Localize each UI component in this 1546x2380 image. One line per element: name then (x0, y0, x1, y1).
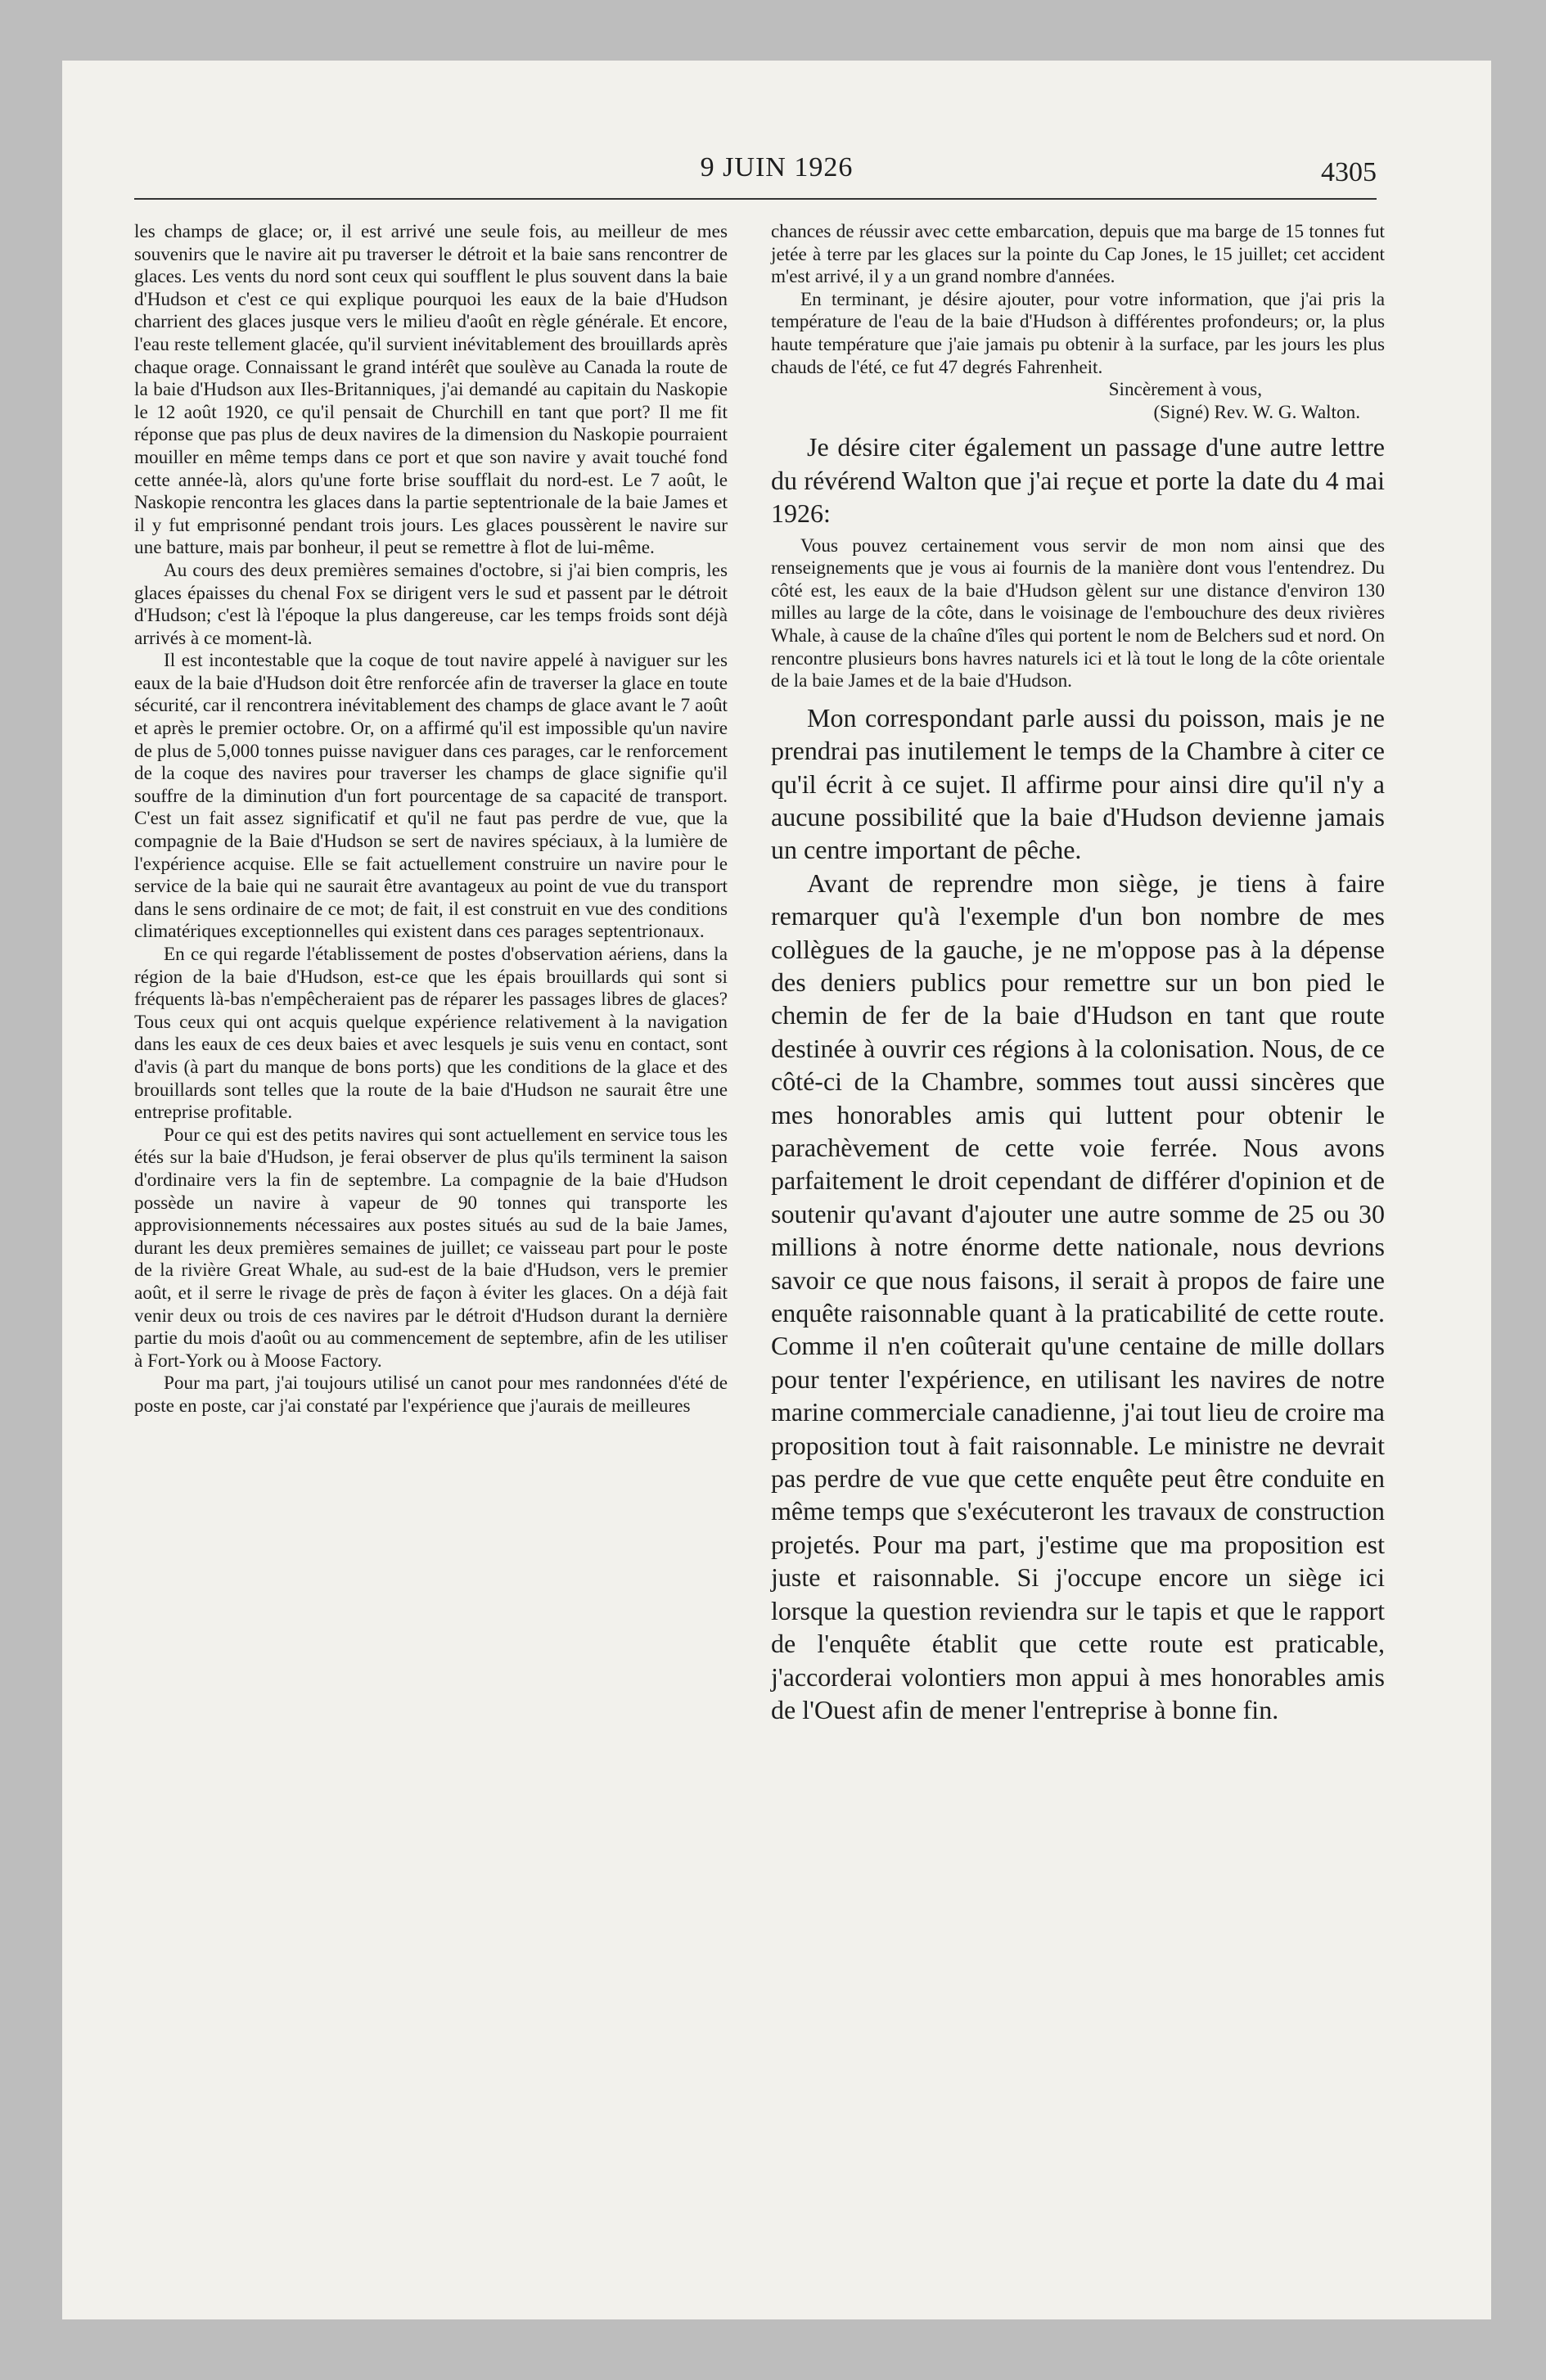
paragraph: chances de réussir avec cette embarcation, depuis que ma barge de 15 tonnes fut jetée à terre par les glaces sur la pointe du Cap Jones, le 15 juillet; cet accident m'est arrivé, il y a un grand nombre d'années. (771, 221, 1385, 288)
paragraph: Pour ce qui est des petits navires qui sont actuellement en service tous les étés sur la baie d'Hudson, je ferai observer de plus qu'ils terminent la saison d'ordinaire vers la fin de septembre. La compagnie de la baie d'Hudson possède un navire à vapeur de 90 tonnes qui transporte les approvisionnements nécessaires aux postes situés au sud de la baie James, durant les deux premières semaines de juillet; ce vaisseau part pour le poste de la rivière Great Whale, au sud-est de la baie d'Hudson, vers le premier août, et il serre le rivage de près de façon à éviter les glaces. On a déjà fait venir deux ou trois de ces navires par le détroit d'Hudson durant la dernière partie du mois d'août ou au commencement de septembre, afin de les utiliser à Fort-York ou à Moose Factory. (134, 1124, 728, 1372)
paragraph: les champs de glace; or, il est arrivé une seule fois, au meilleur de mes souvenirs que le navire ait pu traverser le détroit et la baie sans rencontrer de glaces. Les vents du nord sont ceux qui soufflent le plus souvent dans la baie d'Hudson et c'est ce qui explique pourquoi les eaux de la baie d'Hudson charrient des glaces jusque vers le milieu d'août en règle générale. Et encore, l'eau reste tellement glacée, qu'il survient inévitablement des brouillards après chaque orage. Connaissant le grand intérêt que soulève au Canada la route de la baie d'Hudson aux Iles-Britanniques, j'ai demandé au capitain du Naskopie le 12 août 1920, ce qu'il pensait de Churchill en tant que port? Il me fit réponse que pas plus de deux navires de la dimension du Naskopie pourraient mouiller en même temps dans ce port et que son navire y avait touché fond cette année-là, alors qu'une forte brise soufflait du nord-est. Le 7 août, le Naskopie rencontra les glaces dans la partie septentrionale de la baie James et il y fut emprisonné pendant trois jours. Les glaces poussèrent le navire sur une batture, mais par bonheur, il peut se remettre à flot de lui-même. (134, 221, 728, 559)
page-header (62, 152, 1491, 198)
document-page (62, 61, 1491, 2319)
paragraph: En ce qui regarde l'établissement de postes d'observation aériens, dans la région de la baie d'Hudson, est-ce que les épais brouillards qui sont si fréquents là-bas n'empêcheraient pas de réparer les passages libres de glaces? Tous ceux qui ont acquis quelque expérience relativement à la navigation dans les eaux de ces deux baies et avec lesquels je suis venu en contact, sont d'avis (à part du manque de bons ports) que les conditions de la glace et des brouillards sont telles que la route de la baie d'Hudson ne saurait être une entreprise profitable. (134, 944, 728, 1124)
quoted-letter: Vous pouvez certainement vous servir de mon nom ainsi que des renseignements que je vous ai fournis de la manière dont vous l'entendrez. Du côté est, les eaux de la baie d'Hudson gèlent sur une distance d'environ 130 milles au large de la côte, dans le voisinage de l'embouchure des deux rivières Whale, à cause de la chaîne d'îles qui portent le nom de Belchers sud et nord. On rencontre plusieurs bons havres naturels ici et là tout le long de la côte orientale de la baie James et de la baie d'Hudson. (771, 534, 1385, 692)
letter-signature: (Signé) Rev. W. G. Walton. (1153, 401, 1360, 423)
right-column (771, 221, 1385, 1726)
paragraph: Il est incontestable que la coque de tout navire appelé à naviguer sur les eaux de la baie d'Hudson doit être renforcée afin de traverser la glace en toute sécurité, car il rencontrera inévitablement des champs de glace avant le 7 août et après le premier octobre. Or, on a affirmé qu'il est impossible qu'un navire de plus de 5,000 tonnes puisse naviguer dans ces parages, car le renforcement de la coque des navires pour traverser les champs de glace signifie qu'il souffre de la diminution d'un fort pourcentage de sa capacité de transport. C'est un fait assez significatif et qu'il ne faut pas perdre de vue, que la compagnie de la Baie d'Hudson se sert de navires spéciaux, à la lumière de l'expérience acquise. Elle se fait actuellement construire un navire pour le service de la baie qui ne saurait être avantageux au point de vue du transport dans le sens ordinaire de ce mot; de fait, il est construit en vue des conditions climatériques exceptionnelles qui existent dans ces parages septentrionaux. (134, 650, 728, 943)
speech-paragraph: Avant de reprendre mon siège, je tiens à faire remarquer qu'à l'exemple d'un bon nombre de mes collègues de la gauche, je ne m'oppose pas à la dépense des deniers publics pour remettre sur un bon pied le chemin de fer de la baie d'Hudson en tant que route destinée à ouvrir ces régions à la colonisation. Nous, de ce côté-ci de la Chambre, sommes tout aussi sincères que mes honorables amis qui luttent pour obtenir le parachèvement de cette voie ferrée. Nous avons parfaitement le droit cependant de différer d'opinion et de soutenir qu'avant d'ajouter une autre somme de 25 ou 30 millions à notre énorme dette nationale, nous devrions savoir ce que nous faisons, il serait à propos de faire une enquête raisonnable quant à la praticabilité de cette route. Comme il n'en coûterait qu'une centaine de mille dollars pour tenter l'expérience, en utilisant les navires de notre marine commerciale canadienne, j'ai tout lieu de croire ma proposition tout à fait raisonnable. Le ministre ne devrait pas perdre de vue que cette enquête peut être conduite en même temps que s'exécuteront les travaux de construction projetés. Pour ma part, j'estime que ma proposition est juste et raisonnable. Si j'occupe encore un siège ici lorsque la question reviendra sur le tapis et que le rapport de l'enquête établit que cette route est praticable, j'accorderai volontiers mon appui à mes honorables amis de l'Ouest afin de mener l'entreprise à bonne fin. (771, 868, 1385, 1724)
paragraph: En terminant, je désire ajouter, pour votre information, que j'ai pris la température de l'eau de la baie d'Hudson à différentes profondeurs; or, la plus haute température que j'aie jamais pu obtenir à la surface, par les jours les plus chauds de l'été, ce fut 47 degrés Fahrenheit. (771, 288, 1385, 378)
letter-continuation (771, 221, 1385, 424)
left-column (134, 221, 728, 1418)
letter-closing: Sincèrement à vous, (1108, 379, 1262, 401)
speech-paragraph: Je désire citer également un passage d'une autre lettre du révérend Walton que j'ai reçue et porte la date du 4 mai 1926: (771, 432, 1385, 529)
paragraph: Au cours des deux premières semaines d'octobre, si j'ai bien compris, les glaces épaisses du chenal Fox se dirigent vers le sud et passent par le détroit d'Hudson; c'est là l'époque la plus dangereuse, car les temps froids sont déjà arrivés à ce moment-là. (134, 559, 728, 649)
header-rule (134, 198, 1377, 200)
paragraph: Pour ma part, j'ai toujours utilisé un canot pour mes randonnées d'été de poste en poste, car j'ai constaté par l'expérience que j'aurais de meilleures (134, 1373, 728, 1417)
page-date: 9 JUIN 1926 (700, 152, 854, 183)
page-number: 4305 (1321, 157, 1377, 187)
speech-paragraph: Mon correspondant parle aussi du poisson, mais je ne prendrai pas inutilement le temps de la Chambre à citer ce qu'il écrit à ce sujet. Il affirme pour ainsi dire qu'il n'y a aucune possibilité que la baie d'Hudson devienne jamais un centre important de pêche. (771, 702, 1385, 865)
